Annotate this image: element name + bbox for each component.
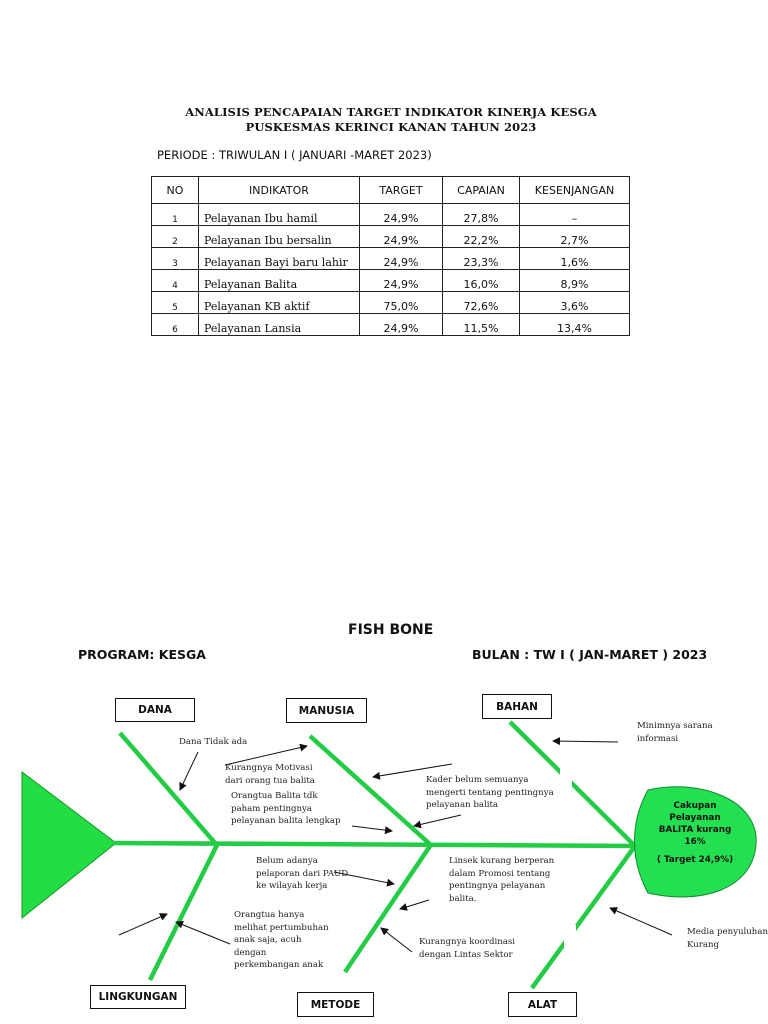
fish-head-label [645, 800, 745, 866]
category-alat: ALAT [508, 992, 577, 1017]
cell-capaian: 23,3% [443, 248, 520, 270]
report-title-line1: ANALISIS PENCAPAIAN TARGET INDIKATOR KINERJA KESGA [185, 105, 597, 119]
cell-indikator: Pelayanan Bayi baru lahir [199, 248, 360, 270]
periode-label: PERIODE : TRIWULAN I ( JANUARI -MARET 2023) [157, 148, 432, 162]
cell-kesenjangan: 3,6% [520, 292, 630, 314]
cell-indikator: Pelayanan KB aktif [199, 292, 360, 314]
report-title-line2: PUSKESMAS KERINCI KANAN TAHUN 2023 [245, 120, 537, 134]
cell-capaian: 27,8% [443, 204, 520, 226]
cell-no: 3 [152, 248, 199, 270]
cell-target: 24,9% [360, 314, 443, 336]
arrow-manusia-2 [352, 826, 392, 831]
cell-no: 1 [152, 204, 199, 226]
cell-kesenjangan: 2,7% [520, 226, 630, 248]
cause-dana-1: Dana Tidak ada [179, 737, 248, 747]
col-capaian: CAPAIAN [443, 177, 520, 204]
fish-spine [112, 843, 640, 846]
cell-target: 24,9% [360, 270, 443, 292]
cause-metode-2: Linsek kurang berperan dalam Promosi tentang pentingnya pelayanan balita. [449, 856, 555, 904]
cause-manusia-1: Kurangnya Motivasi dari orang tua balita [225, 763, 315, 786]
cause-metode-3: Kurangnya koordinasi dengan Lintas Sektor [419, 937, 516, 960]
fishbone-title: FISH BONE [348, 622, 434, 638]
cause-alat-1: Media penyuluhan Kurang [687, 927, 768, 950]
cell-capaian: 11,5% [443, 314, 520, 336]
head-line3: BALITA kurang [658, 825, 732, 835]
bone-metode [345, 846, 430, 972]
cell-target: 75,0% [360, 292, 443, 314]
arrow-metode-2 [400, 900, 429, 909]
head-line5: ( Target 24,9%) [656, 855, 734, 865]
program-label: PROGRAM: KESGA [78, 647, 206, 662]
cell-target: 24,9% [360, 248, 443, 270]
cell-capaian: 72,6% [443, 292, 520, 314]
cause-metode-1: Belum adanya pelaporan dari PAUD ke wilayah kerja [256, 856, 349, 891]
cell-no: 6 [152, 314, 199, 336]
fish-tail [22, 772, 116, 918]
cell-kesenjangan: 13,4% [520, 314, 630, 336]
cause-manusia-3: Kader belum semuanya mengerti tentang pentingnya pelayanan balita [426, 775, 554, 810]
bahan-gap [560, 766, 572, 788]
cell-kesenjangan: – [520, 204, 630, 226]
category-metode: METODE [297, 992, 374, 1017]
cell-indikator: Pelayanan Ibu bersalin [199, 226, 360, 248]
cell-indikator: Pelayanan Lansia [199, 314, 360, 336]
bone-dana [120, 733, 215, 843]
cause-manusia-2: Orangtua Balita tdk paham pentingnya pelayanan balita lengkap [231, 791, 341, 826]
arrow-alat [610, 908, 672, 935]
col-kesenjangan: KESENJANGAN [520, 177, 630, 204]
cell-indikator: Pelayanan Balita [199, 270, 360, 292]
head-line1: Cakupan [673, 801, 717, 811]
category-bahan: BAHAN [482, 694, 552, 719]
cause-lingkungan-1: Orangtua hanya melihat pertumbuhan anak saja, acuh dengan perkembangan anak [234, 910, 329, 970]
alat-gap [564, 925, 576, 947]
cell-capaian: 22,2% [443, 226, 520, 248]
cell-kesenjangan: 1,6% [520, 248, 630, 270]
head-line2: Pelayanan [669, 813, 721, 823]
cell-target: 24,9% [360, 226, 443, 248]
cell-kesenjangan: 8,9% [520, 270, 630, 292]
category-manusia: MANUSIA [286, 698, 367, 723]
cause-bahan-1: Minimnya sarana informasi [637, 721, 713, 744]
bulan-label: BULAN : TW I ( JAN-MARET ) 2023 [472, 647, 708, 662]
col-indikator: INDIKATOR [199, 177, 360, 204]
col-no: NO [152, 177, 199, 204]
category-lingkungan: LINGKUNGAN [90, 985, 186, 1009]
arrow-manusia-4 [414, 815, 461, 826]
arrow-bahan [553, 741, 618, 742]
category-dana: DANA [115, 698, 195, 722]
col-target: TARGET [360, 177, 443, 204]
arrow-lingkungan-1 [119, 914, 167, 935]
cell-capaian: 16,0% [443, 270, 520, 292]
head-line4: 16% [684, 837, 706, 847]
cell-no: 5 [152, 292, 199, 314]
cell-target: 24,9% [360, 204, 443, 226]
arrow-dana [180, 752, 198, 790]
cell-no: 4 [152, 270, 199, 292]
cell-no: 2 [152, 226, 199, 248]
cell-indikator: Pelayanan Ibu hamil [199, 204, 360, 226]
arrow-metode-3 [381, 928, 412, 952]
arrow-lingkungan-2 [176, 922, 230, 944]
bone-lingkungan [150, 843, 218, 980]
